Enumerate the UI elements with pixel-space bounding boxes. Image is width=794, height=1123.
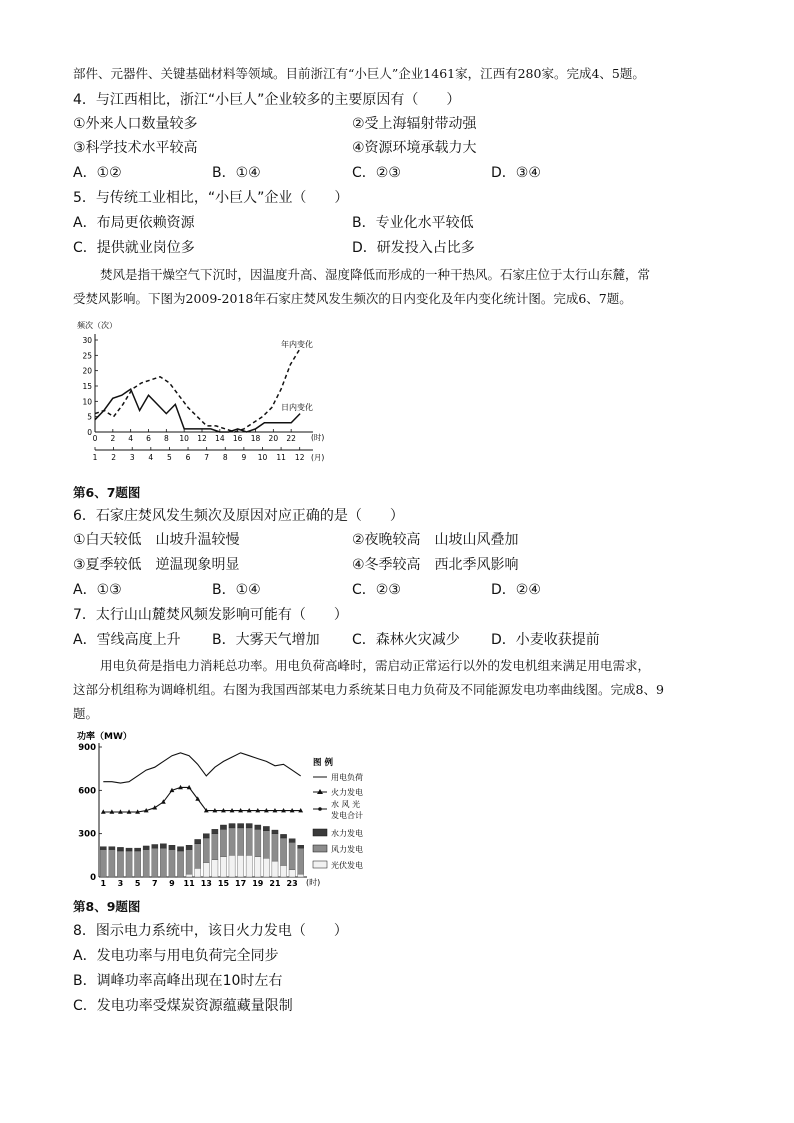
foehn-chart-ylabel: 频次（次） xyxy=(77,321,117,330)
wind-bar xyxy=(177,851,183,877)
power-chart-ylabel: 功率（MW） xyxy=(77,732,132,742)
thermal-power-line xyxy=(103,787,300,812)
legend-renewable-2: 发电合计 xyxy=(331,811,363,820)
foehn-month-tick-label: 7 xyxy=(204,453,210,462)
question-4-choice-b: B．①④ xyxy=(212,165,261,181)
power-chart-legend xyxy=(313,757,363,870)
power-ytick-label: 600 xyxy=(78,786,96,797)
power-xtick-label: 23 xyxy=(286,879,298,888)
wind-bar xyxy=(195,844,201,869)
hydro-bar xyxy=(203,834,209,838)
solar-bar xyxy=(272,861,278,877)
passage-power-line-1: 用电负荷是指电力消耗总功率。用电负荷高峰时，需启动正常运行以外的发电机组来满足用电需求， xyxy=(100,658,651,673)
foehn-month-tick-label: 11 xyxy=(276,453,286,462)
legend-renewable-1: 水 风 光 xyxy=(331,800,361,809)
hydro-bar xyxy=(126,848,132,851)
hydro-bar xyxy=(195,839,201,843)
power-xtick-label: 13 xyxy=(200,879,212,888)
foehn-month-tick-label: 5 xyxy=(167,453,172,462)
foehn-month-tick-label: 1 xyxy=(92,453,98,462)
question-4-item-1: ①外来人口数量较多 xyxy=(73,116,198,132)
solar-bar xyxy=(289,870,295,877)
question-5-choice-c: C．提供就业岗位多 xyxy=(73,240,195,256)
power-ytick-label: 900 xyxy=(78,743,96,753)
foehn-hour-tick-label: 2 xyxy=(110,434,116,443)
power-load-chart xyxy=(73,727,383,892)
figure-6-7-caption: 第6、7题图 xyxy=(73,485,141,500)
hydro-bar xyxy=(238,824,244,828)
foehn-ytick-label: 15 xyxy=(82,382,92,391)
solar-bar xyxy=(298,874,304,877)
question-7-choice-c: C．森林火灾减少 xyxy=(352,632,460,648)
hydro-bar xyxy=(152,845,158,849)
foehn-ytick-label: 0 xyxy=(87,428,92,437)
legend-thermal: 火力发电 xyxy=(331,788,363,797)
hydro-bar xyxy=(289,839,295,843)
question-6-choice-d: D．②④ xyxy=(491,582,541,598)
foehn-hour-tick-label: 16 xyxy=(232,434,243,443)
hydro-bar xyxy=(117,847,123,851)
foehn-month-tick-label: 2 xyxy=(111,453,116,462)
power-xtick-label: 7 xyxy=(152,879,158,888)
hydro-bar xyxy=(186,845,192,849)
question-6-choice-c: C．②③ xyxy=(352,582,401,598)
legend-hydro: 水力发电 xyxy=(331,829,363,838)
wind-bar xyxy=(298,848,304,874)
foehn-hour-tick-label: 12 xyxy=(197,434,207,443)
wind-bar xyxy=(160,848,166,877)
foehn-month-tick-label: 9 xyxy=(241,453,247,462)
foehn-ytick-label: 25 xyxy=(82,351,92,361)
foehn-month-tick-label: 12 xyxy=(294,453,305,462)
hydro-bar xyxy=(229,824,235,828)
wind-bar xyxy=(117,851,123,877)
power-ytick-label: 0 xyxy=(90,873,96,883)
hydro-bar xyxy=(169,845,175,849)
legend-title: 图 例 xyxy=(313,758,333,768)
solar-bar xyxy=(186,874,192,877)
question-7-choice-d: D．小麦收获提前 xyxy=(491,632,600,648)
question-7-choice-a: A．雪线高度上升 xyxy=(73,632,181,648)
hydro-bar xyxy=(220,825,226,829)
question-4-item-2: ②受上海辐射带动强 xyxy=(352,116,477,132)
foehn-hour-tick-label: 4 xyxy=(128,434,134,443)
hydro-bar xyxy=(298,845,304,848)
foehn-frequency-chart xyxy=(73,318,343,468)
hydro-bar xyxy=(160,844,166,848)
question-5-choice-a: A．布局更依赖资源 xyxy=(73,215,195,231)
question-6-stem: 6．石家庄焚风发生频次及原因对应正确的是（ ） xyxy=(73,508,404,524)
legend-load: 用电负荷 xyxy=(331,773,363,782)
foehn-ytick-label: 5 xyxy=(87,412,92,422)
foehn-month-tick-label: 8 xyxy=(222,453,228,462)
legend-solar: 光伏发电 xyxy=(331,861,363,870)
wind-bar xyxy=(186,850,192,875)
figure-8-9-caption: 第8、9题图 xyxy=(73,899,141,914)
power-xtick-label: 19 xyxy=(252,879,264,888)
hydro-bar xyxy=(100,847,106,850)
question-5-stem: 5．与传统工业相比，“小巨人”企业（ ） xyxy=(73,190,349,206)
wind-bar xyxy=(169,850,175,877)
solar-bar xyxy=(255,857,261,877)
power-xtick-label: 21 xyxy=(269,879,281,888)
foehn-hour-tick-label: 6 xyxy=(146,434,151,443)
solar-bar xyxy=(263,858,269,877)
question-4-choice-d: D．③④ xyxy=(491,165,541,181)
hydro-bar xyxy=(272,830,278,834)
wind-bar xyxy=(272,834,278,861)
question-7-choice-b: B．大雾天气增加 xyxy=(212,632,320,648)
power-xtick-label: 5 xyxy=(134,879,141,888)
passage-power-line-2: 这部分机组称为调峰机组。右图为我国西部某电力系统某日电力负荷及不同能源发电功率曲线图。完成8、9 xyxy=(73,682,664,697)
hydro-bar xyxy=(255,825,261,829)
foehn-daily-line xyxy=(95,389,300,432)
question-6-item-2: ②夜晚较高 山坡山风叠加 xyxy=(352,532,519,548)
foehn-ytick-label: 10 xyxy=(82,397,92,407)
question-4-item-4: ④资源环境承载力大 xyxy=(352,140,477,156)
foehn-chart-daily-label: 日内变化 xyxy=(281,403,313,412)
foehn-month-tick-label: 4 xyxy=(148,453,154,462)
question-5-choice-d: D．研发投入占比多 xyxy=(352,240,475,256)
foehn-chart-annual-label: 年内变化 xyxy=(281,340,313,349)
thermal-point xyxy=(152,805,157,809)
question-4-stem: 4．与江西相比，浙江“小巨人”企业较多的主要原因有（ ） xyxy=(73,92,461,108)
solar-bar xyxy=(238,855,244,877)
question-8-choice-b: B．调峰功率高峰出现在10时左右 xyxy=(73,973,283,989)
foehn-ytick-label: 30 xyxy=(82,336,92,345)
question-4-choice-c: C．②③ xyxy=(352,165,401,181)
foehn-hour-tick-label: 8 xyxy=(163,434,169,443)
foehn-hour-tick-label: 14 xyxy=(215,434,225,443)
wind-bar xyxy=(246,828,252,855)
solar-bar xyxy=(280,865,286,877)
question-6-item-4: ④冬季较高 西北季风影响 xyxy=(352,557,519,573)
solar-bar xyxy=(229,855,235,877)
passage-foehn-line-1: 焚风是指干燥空气下沉时，因温度升高、湿度降低而形成的一种干热风。石家庄位于太行山东麓，常 xyxy=(100,267,651,282)
foehn-hour-tick-label: 0 xyxy=(92,434,98,443)
foehn-hour-tick-label: 18 xyxy=(250,434,261,443)
foehn-month-tick-label: 3 xyxy=(129,453,135,462)
wind-bar xyxy=(229,828,235,855)
wind-bar xyxy=(289,842,295,869)
foehn-chart-hour-unit: (时) xyxy=(311,433,325,442)
power-chart-svg xyxy=(73,727,383,892)
wind-bar xyxy=(100,850,106,877)
hydro-bar xyxy=(143,846,149,850)
wind-bar xyxy=(255,829,261,856)
question-5-choice-b: B．专业化水平较低 xyxy=(352,215,474,231)
foehn-annual-line xyxy=(95,349,300,432)
wind-bar xyxy=(143,850,149,877)
foehn-hour-tick-label: 22 xyxy=(286,434,296,443)
power-load-line xyxy=(103,753,300,783)
question-8-choice-a: A．发电功率与用电负荷完全同步 xyxy=(73,948,279,964)
wind-bar xyxy=(238,828,244,855)
question-7-stem: 7．太行山山麓焚风频发影响可能有（ ） xyxy=(73,607,348,623)
solar-bar xyxy=(195,868,201,877)
question-4-item-3: ③科学技术水平较高 xyxy=(73,140,198,156)
passage-foehn-line-2: 受焚风影响。下图为2009-2018年石家庄焚风发生频次的日内变化及年内变化统计图。完成6、7题。 xyxy=(73,291,632,306)
question-8-choice-c: C．发电功率受煤炭资源蕴藏量限制 xyxy=(73,998,293,1014)
question-6-item-1: ①白天较低 山坡升温较慢 xyxy=(73,532,240,548)
question-6-choice-a: A．①③ xyxy=(73,582,122,598)
foehn-hour-tick-label: 10 xyxy=(179,434,189,443)
hydro-bar xyxy=(135,848,141,851)
passage-power-line-3: 题。 xyxy=(73,706,99,721)
hydro-bar xyxy=(246,824,252,828)
wind-bar xyxy=(126,851,132,877)
legend-wind: 风力发电 xyxy=(331,845,363,854)
hydro-bar xyxy=(280,834,286,838)
foehn-chart-month-unit: (月) xyxy=(311,453,325,462)
power-xtick-label: 17 xyxy=(235,879,247,888)
power-xtick-label: 11 xyxy=(183,879,195,888)
wind-bar xyxy=(203,838,209,863)
solar-bar xyxy=(212,860,218,877)
wind-bar xyxy=(152,848,158,877)
hydro-bar xyxy=(177,847,183,851)
wind-bar xyxy=(220,829,226,856)
power-xtick-label: 9 xyxy=(169,879,175,888)
power-xtick-label: 15 xyxy=(217,879,230,888)
hydro-bar xyxy=(109,847,115,850)
power-chart-xunit: (时) xyxy=(306,878,321,887)
wind-bar xyxy=(263,831,269,858)
solar-bar xyxy=(220,857,226,877)
solar-bar xyxy=(246,855,252,877)
foehn-month-tick-label: 6 xyxy=(185,453,191,462)
wind-bar xyxy=(109,850,115,877)
question-8-stem: 8．图示电力系统中，该日火力发电（ ） xyxy=(73,923,348,939)
passage-intro-tail: 部件、元器件、关键基础材料等领域。目前浙江有“小巨人”企业1461家，江西有280家。完成4、5题。 xyxy=(73,66,645,81)
question-4-choice-a: A．①② xyxy=(73,165,122,181)
power-xtick-label: 3 xyxy=(117,879,124,888)
wind-bar xyxy=(135,851,141,877)
wind-bar xyxy=(280,838,286,865)
foehn-month-tick-label: 10 xyxy=(257,453,268,462)
power-xtick-label: 1 xyxy=(100,879,107,888)
hydro-bar xyxy=(263,826,269,830)
question-6-item-3: ③夏季较低 逆温现象明显 xyxy=(73,557,240,573)
foehn-hour-tick-label: 20 xyxy=(268,434,279,443)
power-ytick-label: 300 xyxy=(78,829,96,840)
foehn-ytick-label: 20 xyxy=(82,366,92,376)
hydro-bar xyxy=(212,829,218,833)
wind-bar xyxy=(212,834,218,860)
question-6-choice-b: B．①④ xyxy=(212,582,261,598)
foehn-chart-svg xyxy=(73,318,343,468)
solar-bar xyxy=(203,863,209,877)
